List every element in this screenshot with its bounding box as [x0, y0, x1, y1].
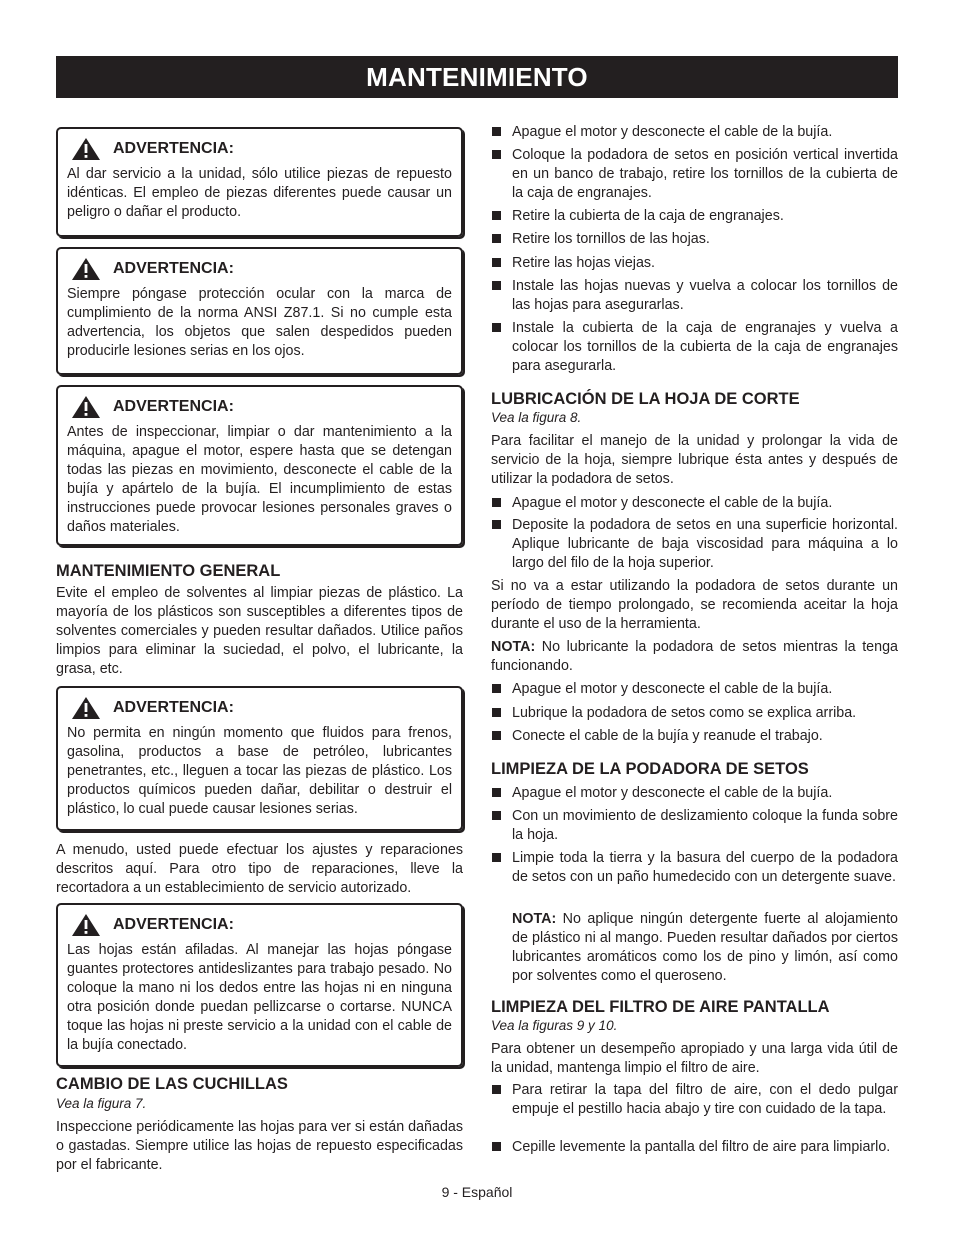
figure-reference: Vea la figura 7. — [56, 1096, 147, 1111]
warning-title: ADVERTENCIA: — [113, 140, 234, 157]
warning-title: ADVERTENCIA: — [113, 699, 234, 716]
lube-note: NOTA: No lubricante la podadora de setos mientras la tenga funcionando. — [491, 639, 898, 674]
list-item: Apague el motor y desconecte el cable de la bujía. — [491, 494, 898, 513]
list-item: Apague el motor y desconecte el cable de la bujía. — [491, 784, 898, 803]
warning-triangle-icon — [71, 913, 101, 937]
bullet-square-icon — [492, 1142, 501, 1151]
list-item: Retire la cubierta de la caja de engranajes. — [491, 207, 898, 226]
warning-triangle-icon — [71, 395, 101, 419]
warning-triangle-icon — [71, 137, 101, 161]
warning-triangle-icon — [71, 257, 101, 281]
list-item: Para retirar la tapa del filtro de aire, con el dedo pulgar empuje el pestillo hacia abajo y tire con cuidado de la tapa. — [491, 1081, 898, 1119]
bullet-square-icon — [492, 150, 501, 159]
list-item: Retire los tornillos de las hojas. — [491, 230, 898, 249]
list-item: Apague el motor y desconecte el cable de la bujía. — [491, 123, 898, 142]
bullet-square-icon — [492, 323, 501, 332]
list-item: Con un movimiento de deslizamiento coloque la funda sobre la hoja. — [491, 807, 898, 845]
list-item: Cepille levemente la pantalla del filtro de aire para limpiarlo. — [491, 1138, 898, 1157]
warning-text: No permita en ningún momento que fluidos para frenos, gasolina, productos a base de petróleo, lubricantes penetrantes, etc., lleguen a tocar las piezas de plástico. Los productos químicos pueden dañar, debilitar o destruir el plástico, lo cual puede causar lesiones serias. — [67, 725, 452, 817]
bullet-square-icon — [492, 234, 501, 243]
warning-box — [56, 385, 463, 546]
general-text: Evite el empleo de solventes al limpiar piezas de plástico. La mayoría de los plásticos son susceptibles a diferentes tipos de solventes comerciales y pueden resultar dañados. Utilice paños limpios para eliminar la suciedad, el polvo, el lubricante, la grasa, etc. — [56, 585, 463, 677]
warning-box — [56, 247, 463, 375]
bullet-square-icon — [492, 498, 501, 507]
bullet-square-icon — [492, 127, 501, 136]
list-item: Conecte el cable de la bujía y reanude el trabajo. — [491, 727, 898, 746]
bullet-square-icon — [492, 853, 501, 862]
page-number: 9 - Español — [441, 1184, 513, 1200]
general-text-2: A menudo, usted puede efectuar los ajustes y reparaciones descritos aquí. Para otro tipo de reparaciones, lleve la recortadora a un establecimiento de servicio autorizado. — [56, 842, 463, 896]
bullet-square-icon — [492, 281, 501, 290]
section-heading-filter: LIMPIEZA DEL FILTRO DE AIRE PANTALLA — [491, 998, 830, 1016]
warning-box — [56, 127, 463, 237]
warning-title: ADVERTENCIA: — [113, 260, 234, 277]
lube-text-2: Si no va a estar utilizando la podadora de setos durante un período de tiempo prolongado, se recomienda aceitar la hoja durante el uso de la herramienta. — [491, 578, 898, 632]
lube-text: Para facilitar el manejo de la unidad y prolongar la vida de servicio de la hoja, siempre lubrique ésta antes y después de utilizar la podadora de setos. — [491, 433, 898, 487]
warning-triangle-icon — [71, 696, 101, 720]
list-item: Instale las hojas nuevas y vuelva a colocar los tornillos de las hojas para asegurarlas. — [491, 277, 898, 315]
warning-text: Antes de inspeccionar, limpiar o dar mantenimiento a la máquina, apague el motor, espere hasta que se detengan todas las piezas en movimiento, desconecte el cable de la bujía y apártelo de la bujía. El incumplimiento de estas instrucciones puede provocar lesiones personales graves o daños materiales. — [67, 424, 452, 535]
section-heading-blades: CAMBIO DE LAS CUCHILLAS — [56, 1075, 288, 1093]
list-item: Coloque la podadora de setos en posición vertical invertida en un banco de trabajo, retire los tornillos de la cubierta de la caja de engranajes. — [491, 146, 898, 203]
bullet-square-icon — [492, 731, 501, 740]
section-heading-lube: LUBRICACIÓN DE LA HOJA DE CORTE — [491, 390, 800, 408]
section-heading-clean: LIMPIEZA DE LA PODADORA DE SETOS — [491, 760, 809, 778]
list-item: Apague el motor y desconecte el cable de la bujía. — [491, 680, 898, 699]
figure-reference: Vea la figura 8. — [491, 410, 582, 425]
list-item: Retire las hojas viejas. — [491, 254, 898, 273]
warning-text: Siempre póngase protección ocular con la marca de cumplimiento de la norma ANSI Z87.1. Si no cumple esta advertencia, los objetos que salen despedidos pueden producirle lesiones serias en los ojos. — [67, 286, 452, 359]
list-item: Deposite la podadora de setos en una superficie horizontal. Aplique lubricante de baja viscosidad para máquina a lo largo del filo de la hoja superior. — [491, 516, 898, 573]
bullet-square-icon — [492, 1085, 501, 1094]
list-item: Lubrique la podadora de setos como se explica arriba. — [491, 704, 898, 723]
clean-note: NOTA: No aplique ningún detergente fuerte al alojamiento de plástico ni al mango. Pueden resultar dañados por ciertos lubricantes aromáticos como los de pino y limón, así como por solventes como el queroseno. — [512, 911, 898, 984]
page-title: MANTENIMIENTO — [56, 56, 898, 98]
bullet-square-icon — [492, 811, 501, 820]
bullet-square-icon — [492, 211, 501, 220]
section-heading-general: MANTENIMIENTO GENERAL — [56, 562, 281, 580]
bullet-square-icon — [492, 788, 501, 797]
warning-box — [56, 903, 463, 1067]
bullet-square-icon — [492, 258, 501, 267]
blades-text: Inspeccione periódicamente las hojas para ver si están dañadas o gastadas. Siempre utilice las hojas de repuesto especificadas por el fabricante. — [56, 1119, 463, 1173]
warning-title: ADVERTENCIA: — [113, 916, 234, 933]
warning-box — [56, 686, 463, 831]
list-item: Instale la cubierta de la caja de engranajes y vuelva a colocar los tornillos de la cubierta de la caja de engranajes para asegurarla. — [491, 319, 898, 376]
warning-title: ADVERTENCIA: — [113, 398, 234, 415]
bullet-square-icon — [492, 708, 501, 717]
bullet-square-icon — [492, 684, 501, 693]
bullet-square-icon — [492, 520, 501, 529]
warning-text: Las hojas están afiladas. Al manejar las hojas póngase guantes protectores antideslizantes para trabajo pesado. No coloque la mano ni los dedos entre las hojas ni en ninguna otra posición donde puedan pellizcarse o cortarse. NUNCA toque las hojas ni preste servicio a la unidad con el cable de la bujía conectado. — [67, 942, 452, 1053]
warning-text: Al dar servicio a la unidad, sólo utilice piezas de repuesto idénticas. El empleo de piezas diferentes puede causar un peligro o dañar el producto. — [67, 166, 452, 220]
filter-text: Para obtener un desempeño apropiado y una larga vida útil de la unidad, mantenga limpio el filtro de aire. — [491, 1041, 898, 1076]
figure-reference: Vea la figuras 9 y 10. — [491, 1018, 618, 1033]
list-item: Limpie toda la tierra y la basura del cuerpo de la podadora de setos con un paño humedecido con un detergente suave. — [491, 849, 898, 887]
